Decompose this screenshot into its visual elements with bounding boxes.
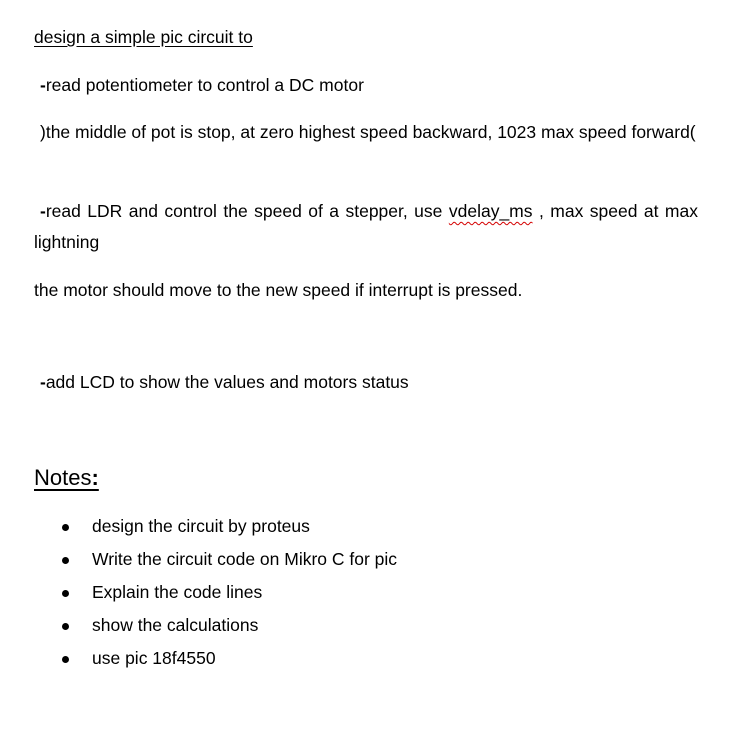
notes-heading-colon: : [91, 465, 99, 490]
requirement-dash: - [40, 201, 46, 221]
requirement-text: read potentiometer to control a DC motor [45, 75, 364, 95]
list-item-text: Write the circuit code on Mikro C for pic [92, 549, 398, 569]
requirement-potentiometer-detail [34, 117, 698, 148]
bullet-icon [62, 557, 69, 564]
bullet-icon [62, 590, 69, 597]
requirement-lcd [40, 374, 409, 392]
interrupt-note-text: the motor should move to the new speed if interrupt is pressed. [34, 280, 523, 300]
document-title-text: design a simple pic circuit to [34, 27, 253, 47]
list-item-text: use pic 18f4550 [92, 648, 216, 668]
notes-heading-text: Notes [34, 465, 92, 490]
list-item-text: Explain the code lines [92, 582, 263, 602]
requirement-text-before: read LDR and control the speed of a stepper, use [45, 201, 449, 221]
requirement-potentiometer [40, 77, 364, 95]
interrupt-note [34, 282, 522, 300]
list-item-text: show the calculations [92, 615, 259, 635]
bullet-icon [62, 623, 69, 630]
requirement-detail-text: )the middle of pot is stop, at zero highest speed backward, 1023 max speed forward( [40, 122, 696, 142]
requirement-dash: - [40, 372, 46, 392]
requirement-dash: - [40, 75, 46, 95]
document-title [34, 29, 253, 47]
notes-heading [34, 465, 99, 491]
spellcheck-flagged-word: vdelay_ms [448, 201, 533, 221]
bullet-icon [62, 656, 69, 663]
requirement-text: add LCD to show the values and motors status [45, 372, 409, 392]
requirement-text-after: , max speed at max lightning [34, 201, 698, 252]
bullet-icon [62, 524, 69, 531]
list-item-text: design the circuit by proteus [92, 516, 310, 536]
requirement-ldr-stepper [34, 196, 698, 258]
